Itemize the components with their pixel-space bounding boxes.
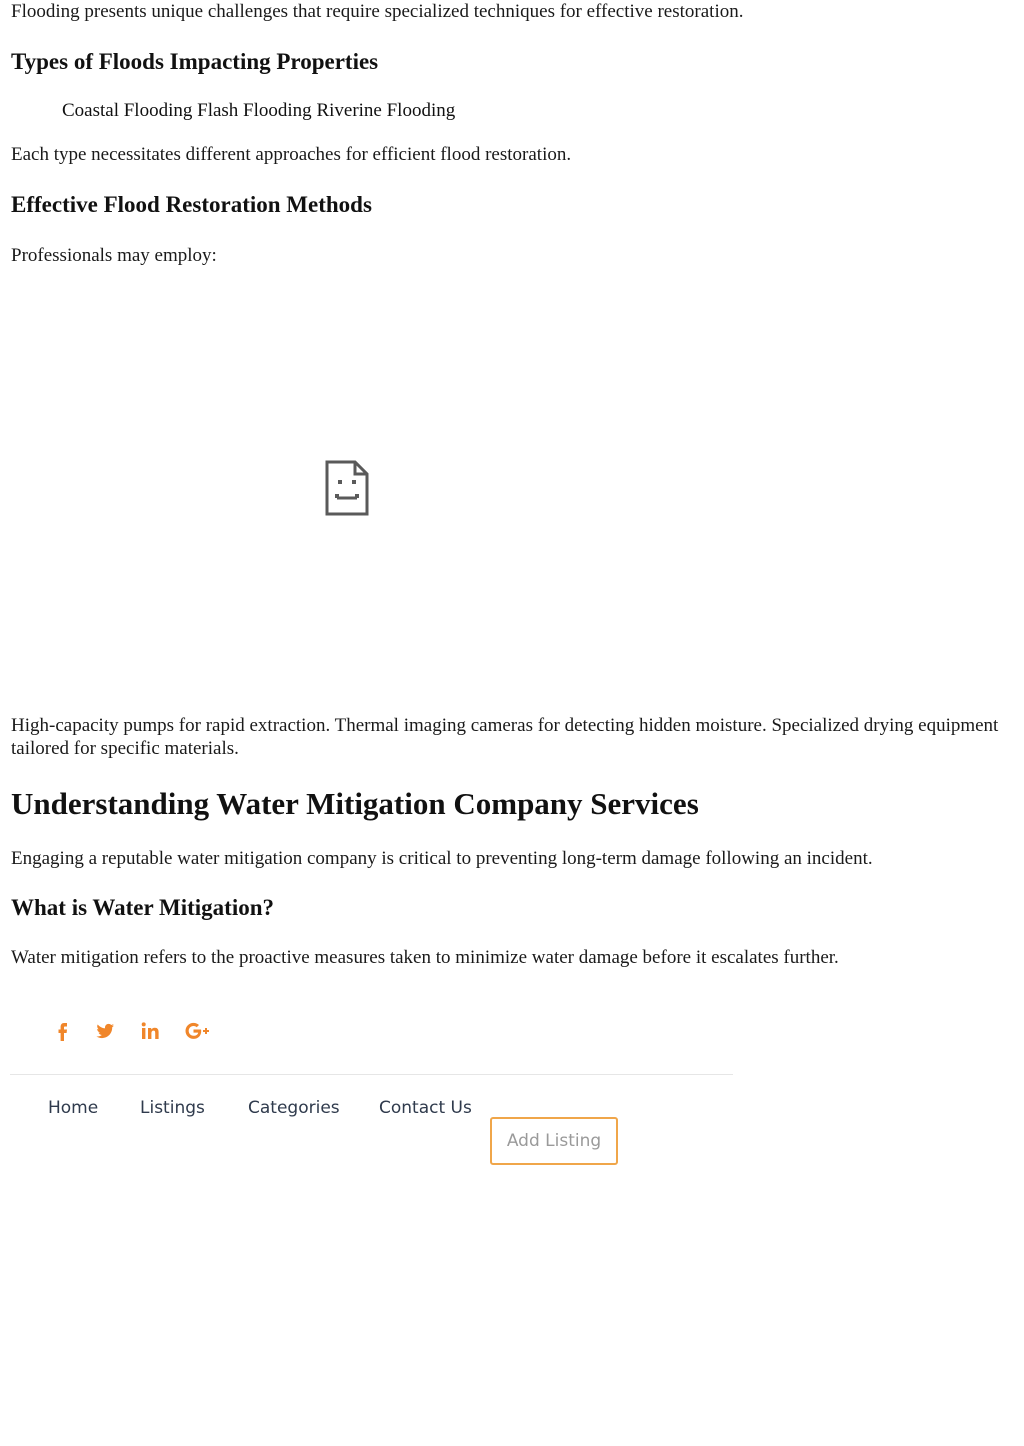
methods-heading: Effective Flood Restoration Methods <box>11 192 372 217</box>
mitigation-heading: What is Water Mitigation? <box>11 895 275 920</box>
footer-divider <box>10 1074 733 1075</box>
intro-paragraph: Flooding presents unique challenges that require specialized techniques for effective restoration. <box>11 1 744 22</box>
services-intro-paragraph: Engaging a reputable water mitigation company is critical to preventing long-term damage following an incident. <box>11 848 873 869</box>
flood-types-list <box>62 99 455 122</box>
twitter-icon[interactable] <box>90 1016 120 1046</box>
footer-nav-listings[interactable]: Listings <box>140 1098 205 1118</box>
mitigation-paragraph: Water mitigation refers to the proactive measures taken to minimize water damage before it escalates further. <box>11 947 839 968</box>
types-heading: Types of Floods Impacting Properties <box>11 49 379 74</box>
list-item: Flash Flooding <box>197 100 312 121</box>
methods-intro-paragraph: Professionals may employ: <box>11 245 217 266</box>
facebook-icon[interactable] <box>48 1016 78 1046</box>
broken-image-icon <box>325 460 369 516</box>
methods-list-paragraph: High-capacity pumps for rapid extraction. Thermal imaging cameras for detecting hidden moisture. Specialized drying equipment tailored for specific materials. <box>11 715 999 759</box>
list-item: Coastal Flooding <box>62 100 193 121</box>
footer-nav-categories[interactable]: Categories <box>248 1098 340 1118</box>
types-note-paragraph: Each type necessitates different approaches for efficient flood restoration. <box>11 144 572 165</box>
footer-nav-home[interactable]: Home <box>48 1098 99 1118</box>
add-listing-button[interactable]: Add Listing <box>490 1117 618 1165</box>
list-item: Riverine Flooding <box>316 100 456 121</box>
article-image <box>11 280 701 700</box>
google-plus-icon[interactable] <box>182 1016 212 1046</box>
services-heading: Understanding Water Mitigation Company Services <box>11 786 699 821</box>
footer-nav-contact-us[interactable]: Contact Us <box>379 1098 472 1118</box>
linkedin-icon[interactable] <box>135 1016 165 1046</box>
